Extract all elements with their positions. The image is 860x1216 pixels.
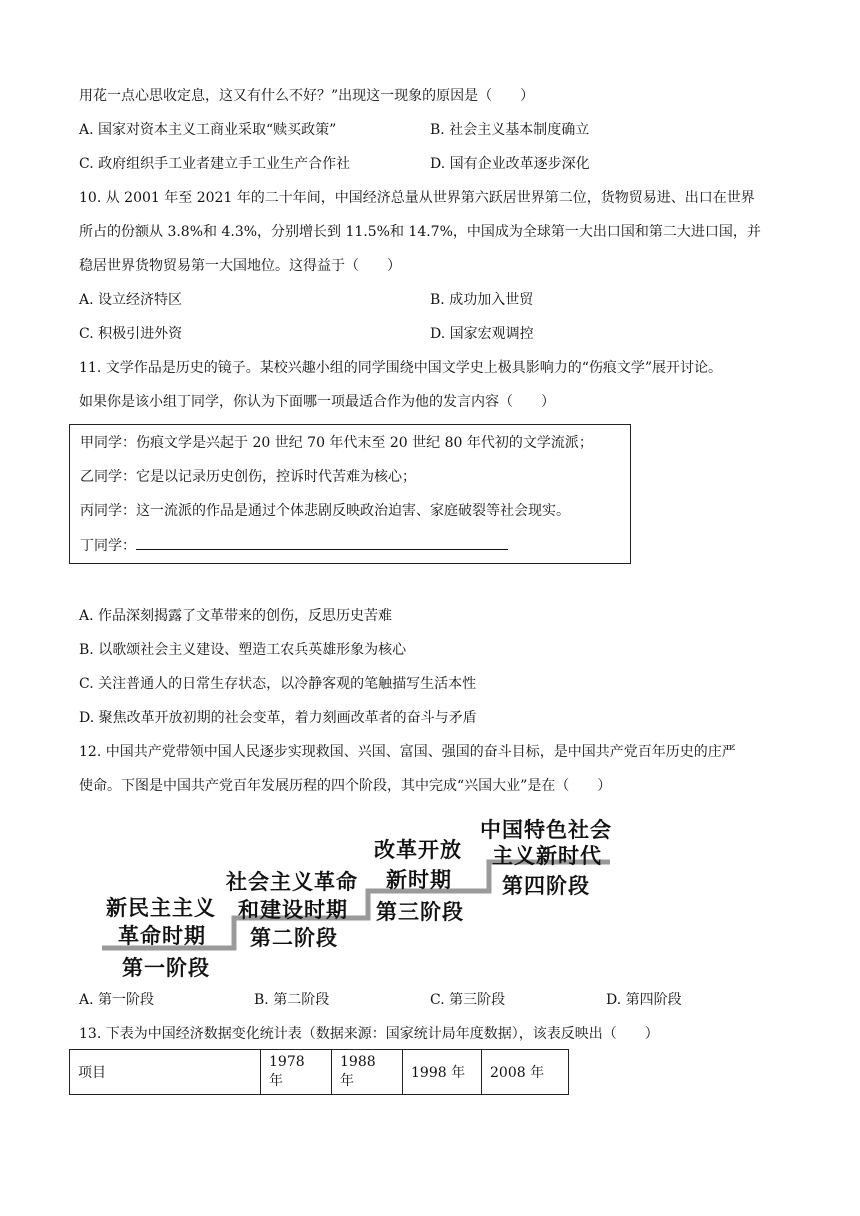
table-header-cell: 1988 年	[332, 1050, 403, 1095]
q9-stem: 用花一点心思收定息，这又有什么不好？”出现这一现象的原因是（ ）	[79, 88, 535, 104]
table-header-cell: 1978 年	[261, 1050, 332, 1095]
q10-stem-line-1: 10. 从 2001 年至 2021 年的二十年间，中国经济总量从世界第六跃居世界第二位，货物贸易进、出口在世界	[79, 190, 755, 206]
table-header-cell: 2008 年	[482, 1050, 569, 1095]
stage-4-title-line-1: 中国特色社会	[480, 818, 612, 842]
q9-option-a[interactable]: A. 国家对资本主义工商业采取“赎买政策”	[79, 122, 337, 138]
q10-option-a[interactable]: A. 设立经济特区	[79, 292, 183, 308]
q12-option-b[interactable]: B. 第二阶段	[254, 992, 330, 1008]
q9-option-d[interactable]: D. 国有企业改革逐步深化	[430, 156, 590, 172]
stage-2-label: 第二阶段	[250, 926, 338, 950]
q11-student-ding	[80, 535, 508, 556]
q11-option-c[interactable]: C. 关注普通人的日常生存状态，以冷静客观的笔触描写生活本性	[79, 676, 477, 692]
q10-option-b[interactable]: B. 成功加入世贸	[430, 292, 534, 308]
table-header-row	[70, 1050, 569, 1095]
stage-3-title-line-1: 改革开放	[374, 838, 462, 862]
q12-option-c[interactable]: C. 第三阶段	[430, 992, 506, 1008]
q9-option-c[interactable]: C. 政府组织手工业者建立手工业生产合作社	[79, 156, 351, 172]
q11-discussion-box	[69, 424, 631, 564]
economic-data-table	[69, 1049, 569, 1095]
table-header-cell: 1998 年	[403, 1050, 482, 1095]
party-history-stairs-diagram	[100, 812, 630, 982]
q11-student-ding-label: 丁同学：	[80, 538, 136, 554]
stage-2-title-line-2: 和建设时期	[238, 898, 348, 922]
stage-4-title-line-2: 主义新时代	[492, 844, 602, 868]
q11-stem-line-2: 如果你是该小组丁同学，你认为下面哪一项最适合作为他的发言内容（ ）	[79, 394, 555, 410]
q11-answer-blank[interactable]	[136, 535, 508, 550]
q11-student-bing: 丙同学：这一流派的作品是通过个体悲剧反映政治迫害、家庭破裂等社会现实。	[80, 503, 570, 519]
q13-stem: 13. 下表为中国经济数据变化统计表（数据来源：国家统计局年度数据），该表反映出（ ）	[79, 1026, 659, 1042]
stage-3-title-line-2: 新时期	[386, 868, 452, 892]
q11-option-a[interactable]: A. 作品深刻揭露了文革带来的创伤，反思历史苦难	[79, 608, 393, 624]
stage-4-label: 第四阶段	[502, 874, 590, 898]
stage-1-title-line-1: 新民主主义	[106, 896, 216, 920]
q11-option-b[interactable]: B. 以歌颂社会主义建设、塑造工农兵英雄形象为核心	[79, 642, 407, 658]
stage-1-label: 第一阶段	[122, 956, 210, 980]
q12-stem-line-1: 12. 中国共产党带领中国人民逐步实现救国、兴国、富国、强国的奋斗目标，是中国共产党百年历史的庄严	[79, 744, 736, 760]
stage-2-title-line-1: 社会主义革命	[226, 870, 358, 894]
stage-3-label: 第三阶段	[376, 900, 464, 924]
q11-option-d[interactable]: D. 聚焦改革开放初期的社会变革，着力刻画改革者的奋斗与矛盾	[79, 710, 477, 726]
q11-student-jia: 甲同学：伤痕文学是兴起于 20 世纪 70 年代末至 20 世纪 80 年代初的文学流派；	[80, 435, 593, 451]
q9-option-b[interactable]: B. 社会主义基本制度确立	[430, 122, 590, 138]
q10-stem-line-2: 所占的份额从 3.8%和 4.3%，分别增长到 11.5%和 14.7%，中国成为全球第一大出口国和第二大进口国，并	[79, 224, 761, 240]
q12-option-a[interactable]: A. 第一阶段	[79, 992, 155, 1008]
q10-stem-line-3: 稳居世界货物贸易第一大国地位。这得益于（ ）	[79, 258, 401, 274]
q10-option-c[interactable]: C. 积极引进外资	[79, 326, 183, 342]
q11-stem-line-1: 11. 文学作品是历史的镜子。某校兴趣小组的同学围绕中国文学史上极具影响力的“伤痕文学”展开讨论。	[79, 360, 723, 376]
stage-1-title-line-2: 革命时期	[118, 924, 206, 948]
q12-option-d[interactable]: D. 第四阶段	[606, 992, 682, 1008]
table-header-cell: 项目	[70, 1050, 261, 1095]
q10-option-d[interactable]: D. 国家宏观调控	[430, 326, 534, 342]
q12-stem-line-2: 使命。下图是中国共产党百年发展历程的四个阶段，其中完成“兴国大业”是在（ ）	[79, 778, 612, 794]
q11-student-yi: 乙同学：它是以记录历史创伤，控诉时代苦难为核心；	[80, 469, 416, 485]
